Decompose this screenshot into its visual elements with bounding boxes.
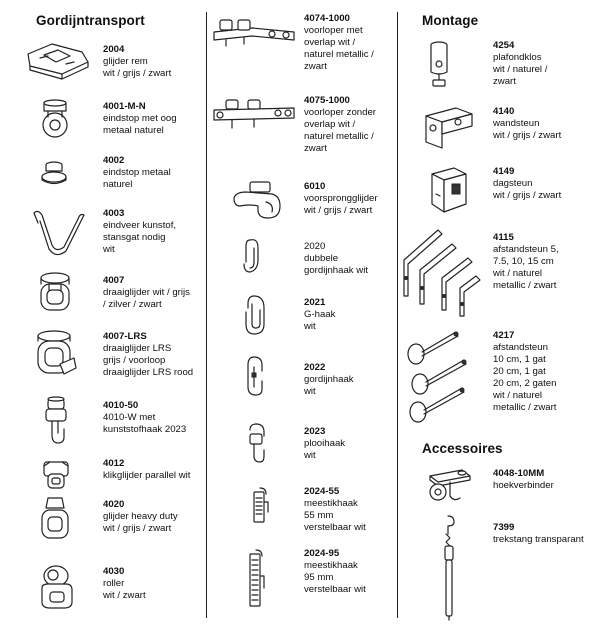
product-desc: draaiglijder LRS <box>103 343 172 354</box>
section-title-gordijntransport: Gordijntransport <box>36 13 145 28</box>
column-divider-right <box>397 12 398 618</box>
adjustable-hook-95-icon <box>246 546 268 610</box>
section-title-montage: Montage <box>422 13 479 28</box>
column-divider-left <box>206 12 207 618</box>
product-desc: hoekverbinder <box>493 480 554 491</box>
product-code: 4217 <box>493 330 515 341</box>
product-desc: trekstang transparant <box>493 534 584 545</box>
product-desc: draaiglijder LRS rood <box>103 367 194 378</box>
product-desc: wit / grijs / zwart <box>493 130 562 141</box>
product-code: 4007-LRS <box>103 331 147 342</box>
product-code: 2023 <box>304 426 326 437</box>
product-desc: G-haak <box>304 309 336 320</box>
product-desc: kunststofhaak 2023 <box>103 424 187 435</box>
master-carrier-icon <box>212 98 298 132</box>
product-desc: meestikhaak <box>304 498 358 509</box>
product-code: 4030 <box>103 566 125 577</box>
product-desc: grijs / voorloop <box>103 355 166 366</box>
product-desc: wit / zwart <box>103 590 146 601</box>
product-desc: 55 mm <box>304 510 334 521</box>
product-desc: metallic / zwart <box>493 280 557 291</box>
product-desc: stansgat nodig <box>103 232 166 243</box>
end-spring-icon <box>30 205 86 259</box>
product-desc: verstelbaar wit <box>304 584 366 595</box>
product-desc: wit <box>304 321 316 332</box>
product-code: 4048-10MM <box>493 468 545 479</box>
product-desc: naturel metallic / <box>304 49 374 60</box>
product-desc: dubbele <box>304 253 339 264</box>
product-code: 4149 <box>493 166 515 177</box>
glider-brake-icon <box>22 40 92 82</box>
product-desc: plooihaak <box>304 438 346 449</box>
wall-bracket-icon <box>420 104 476 150</box>
product-desc: 95 mm <box>304 572 334 583</box>
product-desc: zwart <box>493 76 516 87</box>
product-code: 4002 <box>103 155 125 166</box>
pleat-hook-icon <box>244 420 270 464</box>
adjustable-hook-55-icon <box>250 484 270 526</box>
product-desc: / zilver / zwart <box>103 299 162 310</box>
product-desc: wit / grijs / zwart <box>493 190 562 201</box>
product-desc: zwart <box>304 61 327 72</box>
product-desc: eindstop metaal <box>103 167 171 178</box>
product-desc: 7.5, 10, 15 cm <box>493 256 554 267</box>
product-desc: metallic / zwart <box>493 402 557 413</box>
product-desc: wit / naturel <box>493 390 543 401</box>
product-code: 4075-1000 <box>304 95 350 106</box>
product-desc: draaiglijder wit / grijs <box>103 287 190 298</box>
product-code: 4010-50 <box>103 400 139 411</box>
product-code: 4254 <box>493 40 515 51</box>
product-desc: overlap wit / <box>304 119 356 130</box>
product-desc: glijder heavy duty <box>103 511 178 522</box>
product-code: 2020 <box>304 241 326 252</box>
g-hook-icon <box>240 292 270 338</box>
product-desc: wit <box>304 450 316 461</box>
ceiling-block-icon <box>426 40 452 90</box>
product-code: 4020 <box>103 499 125 510</box>
recess-bracket-icon <box>424 164 470 216</box>
heavy-duty-glider-icon <box>38 496 72 542</box>
product-desc: dagsteun <box>493 178 533 189</box>
curtain-hook-icon <box>244 353 268 399</box>
product-desc: afstandsteun <box>493 342 548 353</box>
master-carrier-overlap-icon <box>212 18 298 48</box>
product-desc: 4010-W met <box>103 412 156 423</box>
product-code: 6010 <box>304 181 326 192</box>
product-code: 2024-95 <box>304 548 340 559</box>
product-desc: voorsprongglijder <box>304 193 378 204</box>
product-desc: wit / grijs / zwart <box>304 205 373 216</box>
round-distance-bracket-icon <box>404 326 474 424</box>
product-code: 2022 <box>304 362 326 373</box>
product-desc: plafondklos <box>493 52 542 63</box>
product-desc: roller <box>103 578 125 589</box>
swivel-glider-icon <box>36 270 74 314</box>
product-desc: naturel metallic / <box>304 131 374 142</box>
product-desc: voorloper zonder <box>304 107 376 118</box>
double-hook-icon <box>240 236 266 276</box>
product-desc: afstandsteun 5, <box>493 244 559 255</box>
product-desc: 10 cm, 1 gat <box>493 354 546 365</box>
click-glider-icon <box>40 458 72 492</box>
endstop-metal-icon <box>40 158 70 186</box>
product-desc: voorloper met <box>304 25 363 36</box>
product-code: 4115 <box>493 232 514 243</box>
product-desc: eindveer kunstof, <box>103 220 177 231</box>
endstop-eye-icon <box>38 97 72 139</box>
product-code: 4074-1000 <box>304 13 350 24</box>
pull-rod-icon <box>436 514 466 622</box>
product-code: 4001-M-N <box>103 101 146 112</box>
product-code: 4140 <box>493 106 515 117</box>
product-desc: meestikhaak <box>304 560 358 571</box>
glider-hook-icon <box>42 397 70 445</box>
product-desc: verstelbaar wit <box>304 522 366 533</box>
product-code: 4003 <box>103 208 125 219</box>
corner-connector-icon <box>424 466 474 506</box>
product-desc: 20 cm, 2 gaten <box>493 378 557 389</box>
swivel-glider-lrs-icon <box>32 328 78 378</box>
product-desc: eindstop met oog <box>103 113 177 124</box>
product-desc: wit / naturel / <box>493 64 548 75</box>
product-code: 2024-55 <box>304 486 340 497</box>
product-desc: overlap wit / <box>304 37 356 48</box>
product-desc: wit <box>304 386 316 397</box>
product-code: 7399 <box>493 522 515 533</box>
product-desc: wit <box>103 244 115 255</box>
product-desc: 20 cm, 1 gat <box>493 366 546 377</box>
product-code: 4012 <box>103 458 125 469</box>
product-desc: wit / grijs / zwart <box>103 523 172 534</box>
section-title-accessoires: Accessoires <box>422 441 503 456</box>
product-code: 2021 <box>304 297 326 308</box>
product-desc: naturel <box>103 179 133 190</box>
product-code: 4007 <box>103 275 125 286</box>
distance-bracket-icon <box>402 226 484 320</box>
projection-glider-icon <box>230 180 286 224</box>
product-desc: wandsteun <box>493 118 540 129</box>
product-desc: metaal naturel <box>103 125 164 136</box>
product-code: 2004 <box>103 44 125 55</box>
product-desc: wit / grijs / zwart <box>103 68 172 79</box>
product-desc: glijder rem <box>103 56 148 67</box>
product-desc: klikglijder parallel wit <box>103 470 191 481</box>
product-desc: zwart <box>304 143 327 154</box>
product-desc: gordijnhaak <box>304 374 354 385</box>
product-desc: wit / naturel <box>493 268 543 279</box>
roller-icon <box>36 562 78 612</box>
product-desc: gordijnhaak wit <box>304 265 368 276</box>
